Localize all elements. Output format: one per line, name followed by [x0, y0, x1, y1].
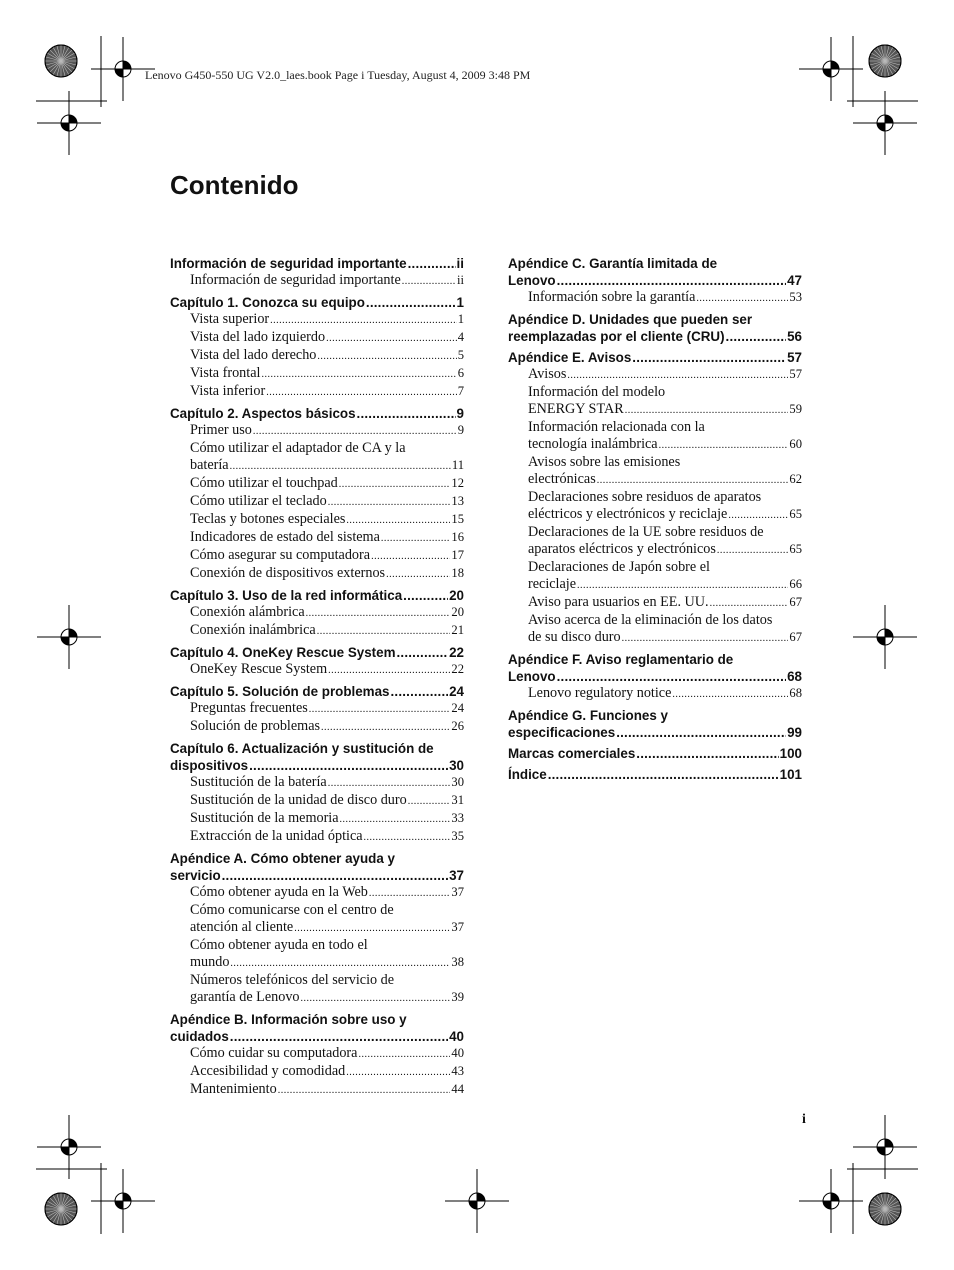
- toc-entry[interactable]: [508, 524, 802, 541]
- toc-heading[interactable]: [170, 850, 464, 867]
- toc-entry-page: 24: [451, 701, 464, 715]
- dot-leader: [567, 367, 788, 384]
- toc-entry-page: 15: [451, 512, 464, 526]
- toc-entry-title: Vista inferior: [190, 383, 266, 399]
- toc-entry-title: electrónicas: [528, 471, 596, 487]
- toc-entry[interactable]: [170, 457, 464, 475]
- toc-entry-title: Capítulo 6. Actualización y sustitución de: [170, 741, 434, 756]
- toc-entry[interactable]: [508, 506, 802, 524]
- toc-entry[interactable]: [170, 937, 464, 954]
- toc-entry[interactable]: [508, 454, 802, 471]
- toc-entry-title: Información relacionada con la: [528, 419, 705, 435]
- toc-entry-title: Apéndice E. Avisos: [508, 350, 632, 365]
- toc-entry[interactable]: [170, 989, 464, 1007]
- toc-entry-page: 59: [789, 402, 802, 416]
- toc-entry-page: 31: [451, 793, 464, 807]
- dot-leader: [328, 662, 450, 679]
- dot-leader: [309, 701, 451, 718]
- toc-entry-title: Indicadores de estado del sistema: [190, 529, 380, 545]
- toc-group: [170, 405, 464, 583]
- toc-entry-page: 99: [787, 725, 802, 740]
- toc-entry-title: Cómo obtener ayuda en la Web: [190, 884, 368, 900]
- toc-entry-title: Aviso acerca de la eliminación de los datos: [528, 612, 773, 628]
- toc-entry-page: 30: [449, 758, 464, 773]
- toc-heading[interactable]: [508, 724, 802, 741]
- toc-entry[interactable]: [508, 289, 802, 307]
- toc-entry-title: Cómo utilizar el adaptador de CA y la: [190, 440, 406, 456]
- dot-leader: [371, 548, 450, 565]
- dot-leader: [369, 885, 451, 902]
- toc-entry-page: 6: [457, 366, 464, 380]
- dot-leader: [261, 366, 456, 383]
- toc-entry-page: 38: [451, 955, 464, 969]
- toc-entry-page: 40: [451, 1046, 464, 1060]
- dot-leader: [408, 793, 451, 810]
- toc-entry-title: Lenovo: [508, 669, 556, 684]
- toc-entry[interactable]: [170, 365, 464, 383]
- dot-leader: [230, 955, 450, 972]
- dot-leader: [328, 494, 451, 511]
- dot-leader: [294, 920, 450, 937]
- dot-leader: [364, 829, 451, 846]
- dot-leader: [317, 623, 451, 640]
- toc-group: [508, 255, 802, 307]
- dot-leader: [728, 507, 788, 524]
- toc-heading[interactable]: [170, 757, 464, 774]
- toc-entry[interactable]: [508, 419, 802, 436]
- toc-entry[interactable]: [508, 436, 802, 454]
- toc-entry-title: Apéndice G. Funciones y: [508, 708, 668, 723]
- toc-entry-title: Cómo utilizar el touchpad: [190, 475, 338, 491]
- dot-leader: [548, 766, 779, 783]
- toc-entry-title: Información sobre la garantía: [528, 289, 696, 305]
- toc-entry[interactable]: [170, 329, 464, 347]
- dot-leader: [636, 745, 778, 762]
- toc-heading[interactable]: [508, 272, 802, 289]
- toc-entry-title: Accesibilidad y comodidad: [190, 1063, 346, 1079]
- toc-entry-title: Sustitución de la unidad de disco duro: [190, 792, 407, 808]
- dot-leader: [403, 587, 448, 604]
- toc-entry-title: Apéndice C. Garantía limitada de: [508, 256, 718, 271]
- toc-entry[interactable]: [170, 272, 464, 290]
- toc-entry-title: Conexión alámbrica: [190, 604, 305, 620]
- toc-entry[interactable]: [508, 471, 802, 489]
- toc-entry-title: Conexión de dispositivos externos: [190, 565, 386, 581]
- toc-entry-page: 66: [789, 577, 802, 591]
- dot-leader: [408, 255, 456, 272]
- dot-leader: [339, 476, 451, 493]
- toc-heading[interactable]: [508, 668, 802, 685]
- toc-entry[interactable]: [170, 529, 464, 547]
- toc-entry[interactable]: [170, 700, 464, 718]
- toc-heading[interactable]: [170, 644, 464, 661]
- toc-entry-title: reciclaje: [528, 576, 577, 592]
- toc-heading[interactable]: [170, 587, 464, 604]
- toc-entry-title: Información de seguridad importante: [170, 256, 407, 271]
- toc-entry-page: 33: [451, 811, 464, 825]
- toc-group: [508, 707, 802, 741]
- toc-entry-title: Lenovo: [508, 273, 556, 288]
- toc-entry-page: 57: [787, 350, 802, 365]
- toc-entry-page: 35: [451, 829, 464, 843]
- toc-entry[interactable]: [170, 622, 464, 640]
- dot-leader: [625, 402, 789, 419]
- toc-entry-page: 9: [457, 423, 464, 437]
- toc-entry-title: Solución de problemas: [190, 718, 321, 734]
- page-title: Contenido: [170, 170, 299, 200]
- toc-entry-page: 30: [451, 775, 464, 789]
- toc-entry[interactable]: [170, 511, 464, 529]
- toc-entry-page: 7: [457, 384, 464, 398]
- toc-entry[interactable]: [170, 493, 464, 511]
- dot-leader: [366, 294, 456, 311]
- toc-entry-title: ENERGY STAR: [528, 401, 624, 417]
- toc-heading[interactable]: [170, 1011, 464, 1028]
- toc-entry[interactable]: [170, 884, 464, 902]
- toc-entry[interactable]: [170, 792, 464, 810]
- toc-entry[interactable]: [170, 919, 464, 937]
- toc-entry[interactable]: [170, 972, 464, 989]
- toc-entry[interactable]: [508, 612, 802, 629]
- toc-entry-title: garantía de Lenovo: [190, 989, 300, 1005]
- toc-entry-title: Índice: [508, 767, 547, 782]
- toc-heading[interactable]: [170, 740, 464, 757]
- toc-entry-page: 5: [457, 348, 464, 362]
- dot-leader: [381, 530, 451, 547]
- toc-entry-title: tecnología inalámbrica: [528, 436, 658, 452]
- toc-entry-title: Extracción de la unidad óptica: [190, 828, 363, 844]
- toc-entry-page: 1: [457, 312, 464, 326]
- toc-group: [508, 651, 802, 703]
- dot-leader: [328, 775, 451, 792]
- toc-entry-title: Marcas comerciales: [508, 746, 636, 761]
- toc-entry-title: Apéndice B. Información sobre uso y: [170, 1012, 407, 1027]
- toc-entry-title: eléctricos y electrónicos y reciclaje: [528, 506, 728, 522]
- dot-leader: [710, 595, 789, 612]
- toc-entry[interactable]: [170, 1063, 464, 1081]
- toc-entry[interactable]: [170, 440, 464, 457]
- toc-group: [508, 349, 802, 647]
- toc-entry-title: Avisos: [528, 366, 567, 382]
- dot-leader: [717, 542, 789, 559]
- toc-entry[interactable]: [170, 475, 464, 493]
- toc-left-column: [170, 255, 464, 1103]
- dot-leader: [659, 437, 789, 454]
- toc-entry-page: 9: [456, 406, 464, 421]
- toc-entry-title: aparatos eléctricos y electrónicos: [528, 541, 716, 557]
- toc-entry-title: Cómo obtener ayuda en todo el: [190, 937, 368, 953]
- toc-entry[interactable]: [170, 902, 464, 919]
- toc-entry-page: ii: [456, 256, 464, 271]
- toc-entry-page: 37: [451, 885, 464, 899]
- dot-leader: [726, 328, 787, 345]
- toc-entry[interactable]: [170, 565, 464, 583]
- toc-entry-title: Capítulo 5. Solución de problemas: [170, 684, 390, 699]
- toc-heading[interactable]: [508, 328, 802, 345]
- toc-entry-page: 11: [451, 458, 464, 472]
- toc-group: [170, 255, 464, 290]
- toc-entry-page: 24: [449, 684, 464, 699]
- toc-entry[interactable]: [170, 604, 464, 622]
- toc-entry-title: Cómo asegurar su computadora: [190, 547, 371, 563]
- toc-entry[interactable]: [508, 576, 802, 594]
- toc-entry-page: 12: [451, 476, 464, 490]
- toc-entry-page: 60: [789, 437, 802, 451]
- toc-entry[interactable]: [508, 489, 802, 506]
- dot-leader: [597, 472, 789, 489]
- toc-heading[interactable]: [508, 311, 802, 328]
- toc-entry[interactable]: [508, 401, 802, 419]
- toc-entry[interactable]: [508, 559, 802, 576]
- toc-entry[interactable]: [508, 541, 802, 559]
- toc-entry-page: 1: [456, 295, 464, 310]
- toc-entry-page: 68: [789, 686, 802, 700]
- dot-leader: [402, 273, 456, 290]
- toc-entry-title: servicio: [170, 868, 221, 883]
- toc-entry-title: Mantenimiento: [190, 1081, 277, 1097]
- toc-heading[interactable]: [508, 651, 802, 668]
- toc-entry[interactable]: [170, 828, 464, 846]
- toc-entry-title: Preguntas frecuentes: [190, 700, 308, 716]
- dot-leader: [557, 272, 786, 289]
- toc-entry-title: Teclas y botones especiales: [190, 511, 346, 527]
- toc-heading[interactable]: [170, 405, 464, 422]
- toc-entry-title: Cómo utilizar el teclado: [190, 493, 327, 509]
- toc-entry-title: Información del modelo: [528, 384, 666, 400]
- toc-entry-title: Apéndice F. Aviso reglamentario de: [508, 652, 734, 667]
- toc-entry[interactable]: [170, 311, 464, 329]
- toc-entry-title: Información de seguridad importante: [190, 272, 401, 288]
- toc-entry[interactable]: [170, 661, 464, 679]
- toc-entry-title: dispositivos: [170, 758, 249, 773]
- toc-entry-page: 26: [451, 719, 464, 733]
- toc-entry-page: 18: [451, 566, 464, 580]
- toc-entry[interactable]: [170, 954, 464, 972]
- toc-entry-page: 62: [789, 472, 802, 486]
- page-number: i: [802, 1112, 806, 1127]
- toc-entry-title: Vista superior: [190, 311, 270, 327]
- toc-heading[interactable]: [170, 683, 464, 700]
- toc-heading[interactable]: [508, 707, 802, 724]
- toc-group: [170, 683, 464, 736]
- toc-heading[interactable]: [508, 349, 802, 366]
- toc-group: [170, 644, 464, 679]
- toc-entry-page: 4: [457, 330, 464, 344]
- toc-group: [508, 745, 802, 762]
- toc-entry-page: 67: [789, 630, 802, 644]
- toc-group: [170, 587, 464, 640]
- dot-leader: [357, 405, 456, 422]
- toc-entry-title: OneKey Rescue System: [190, 661, 328, 677]
- toc-entry-title: Sustitución de la memoria: [190, 810, 339, 826]
- dot-leader: [249, 757, 448, 774]
- toc-right-column: [508, 255, 802, 787]
- toc-entry-title: Capítulo 3. Uso de la red informática: [170, 588, 403, 603]
- toc-entry-page: 13: [451, 494, 464, 508]
- toc-entry-title: Lenovo regulatory notice: [528, 685, 672, 701]
- dot-leader: [317, 348, 456, 365]
- book-header: Lenovo G450-550 UG V2.0_laes.book Page i Tuesday, August 4, 2009 3:48 PM: [145, 68, 531, 82]
- toc-entry-page: 53: [789, 290, 802, 304]
- toc-group: [508, 311, 802, 345]
- toc-entry-page: 68: [787, 669, 802, 684]
- toc-entry[interactable]: [508, 685, 802, 703]
- toc-heading[interactable]: [170, 867, 464, 884]
- dot-leader: [672, 686, 788, 703]
- toc-entry-title: de su disco duro: [528, 629, 621, 645]
- toc-entry-title: Declaraciones de Japón sobre el: [528, 559, 710, 575]
- toc-entry-page: 22: [449, 645, 464, 660]
- toc-entry-page: 57: [789, 367, 802, 381]
- dot-leader: [270, 312, 457, 329]
- toc-entry-page: 37: [449, 868, 464, 883]
- toc-entry-page: 40: [449, 1029, 464, 1044]
- toc-entry-title: especificaciones: [508, 725, 616, 740]
- toc-entry-title: atención al cliente: [190, 919, 294, 935]
- toc-heading[interactable]: [170, 1028, 464, 1045]
- toc-entry-title: mundo: [190, 954, 230, 970]
- toc-entry-title: Apéndice D. Unidades que pueden ser: [508, 312, 753, 327]
- toc-entry-title: Capítulo 1. Conozca su equipo: [170, 295, 365, 310]
- dot-leader: [577, 577, 788, 594]
- toc-entry[interactable]: [508, 629, 802, 647]
- dot-leader: [253, 423, 457, 440]
- toc-entry[interactable]: [170, 810, 464, 828]
- toc-entry-title: Avisos sobre las emisiones: [528, 454, 681, 470]
- toc-entry-title: Conexión inalámbrica: [190, 622, 316, 638]
- toc-entry-page: 43: [451, 1064, 464, 1078]
- toc-entry-page: 67: [789, 595, 802, 609]
- toc-entry[interactable]: [508, 594, 802, 612]
- toc-entry-title: batería: [190, 457, 229, 473]
- toc-entry[interactable]: [170, 347, 464, 365]
- dot-leader: [306, 605, 451, 622]
- toc-entry-page: 21: [451, 623, 464, 637]
- toc-entry-title: Vista del lado izquierdo: [190, 329, 326, 345]
- toc-entry-title: Números telefónicos del servicio de: [190, 972, 395, 988]
- toc-entry-page: ii: [457, 273, 464, 287]
- toc-entry-title: Cómo cuidar su computadora: [190, 1045, 358, 1061]
- toc-entry-title: Vista frontal: [190, 365, 261, 381]
- toc-entry[interactable]: [170, 547, 464, 565]
- toc-entry-title: Sustitución de la batería: [190, 774, 327, 790]
- toc-entry-title: Cómo comunicarse con el centro de: [190, 902, 394, 918]
- dot-leader: [346, 1064, 450, 1081]
- toc-entry-page: 65: [789, 542, 802, 556]
- toc-group: [170, 740, 464, 846]
- toc-entry[interactable]: [170, 1045, 464, 1063]
- toc-group: [170, 294, 464, 401]
- toc-entry[interactable]: [170, 383, 464, 401]
- dot-leader: [386, 566, 450, 583]
- toc-entry-page: 101: [779, 767, 802, 782]
- dot-leader: [266, 384, 457, 401]
- toc-heading[interactable]: [170, 294, 464, 311]
- dot-leader: [391, 683, 449, 700]
- toc-entry[interactable]: [508, 384, 802, 401]
- toc-group: [508, 766, 802, 783]
- toc-entry-page: 17: [451, 548, 464, 562]
- toc-entry-page: 22: [451, 662, 464, 676]
- dot-leader: [230, 458, 451, 475]
- dot-leader: [632, 349, 786, 366]
- toc-entry-page: 16: [451, 530, 464, 544]
- toc-entry-title: reemplazadas por el cliente (CRU): [508, 329, 725, 344]
- dot-leader: [397, 644, 449, 661]
- toc-entry[interactable]: [508, 366, 802, 384]
- dot-leader: [696, 290, 788, 307]
- toc-group: [170, 850, 464, 1007]
- toc-entry-title: Capítulo 4. OneKey Rescue System: [170, 645, 396, 660]
- toc-entry-title: cuidados: [170, 1029, 229, 1044]
- dot-leader: [326, 330, 457, 347]
- dot-leader: [230, 1028, 448, 1045]
- dot-leader: [358, 1046, 450, 1063]
- toc-entry-title: Declaraciones de la UE sobre residuos de: [528, 524, 764, 540]
- toc-entry-title: Primer uso: [190, 422, 252, 438]
- toc-entry-title: Declaraciones sobre residuos de aparatos: [528, 489, 762, 505]
- dot-leader: [222, 867, 448, 884]
- toc-heading[interactable]: [508, 745, 802, 762]
- toc-entry-page: 65: [789, 507, 802, 521]
- toc-entry-page: 20: [449, 588, 464, 603]
- toc-entry-title: Aviso para usuarios en EE. UU.: [528, 594, 709, 610]
- dot-leader: [340, 811, 451, 828]
- toc-entry-page: 47: [787, 273, 802, 288]
- toc-heading[interactable]: [170, 255, 464, 272]
- dot-leader: [301, 990, 451, 1007]
- toc-entry[interactable]: [170, 422, 464, 440]
- toc-entry-title: Apéndice A. Cómo obtener ayuda y: [170, 851, 395, 866]
- toc-entry[interactable]: [170, 774, 464, 792]
- toc-heading[interactable]: [508, 766, 802, 783]
- toc-entry[interactable]: [170, 718, 464, 736]
- dot-leader: [616, 724, 786, 741]
- toc-entry-title: Vista del lado derecho: [190, 347, 317, 363]
- dot-leader: [557, 668, 786, 685]
- toc-entry-page: 37: [451, 920, 464, 934]
- toc-entry-page: 56: [787, 329, 802, 344]
- toc-entry-title: Capítulo 2. Aspectos básicos: [170, 406, 356, 421]
- toc-entry-page: 100: [779, 746, 802, 761]
- toc-entry[interactable]: [170, 1081, 464, 1099]
- toc-heading[interactable]: [508, 255, 802, 272]
- toc-entry-page: 39: [451, 990, 464, 1004]
- dot-leader: [346, 512, 450, 529]
- toc-group: [170, 1011, 464, 1099]
- toc-entry-page: 44: [451, 1082, 464, 1096]
- dot-leader: [321, 719, 450, 736]
- toc-entry-page: 20: [451, 605, 464, 619]
- dot-leader: [278, 1082, 451, 1099]
- dot-leader: [622, 630, 789, 647]
